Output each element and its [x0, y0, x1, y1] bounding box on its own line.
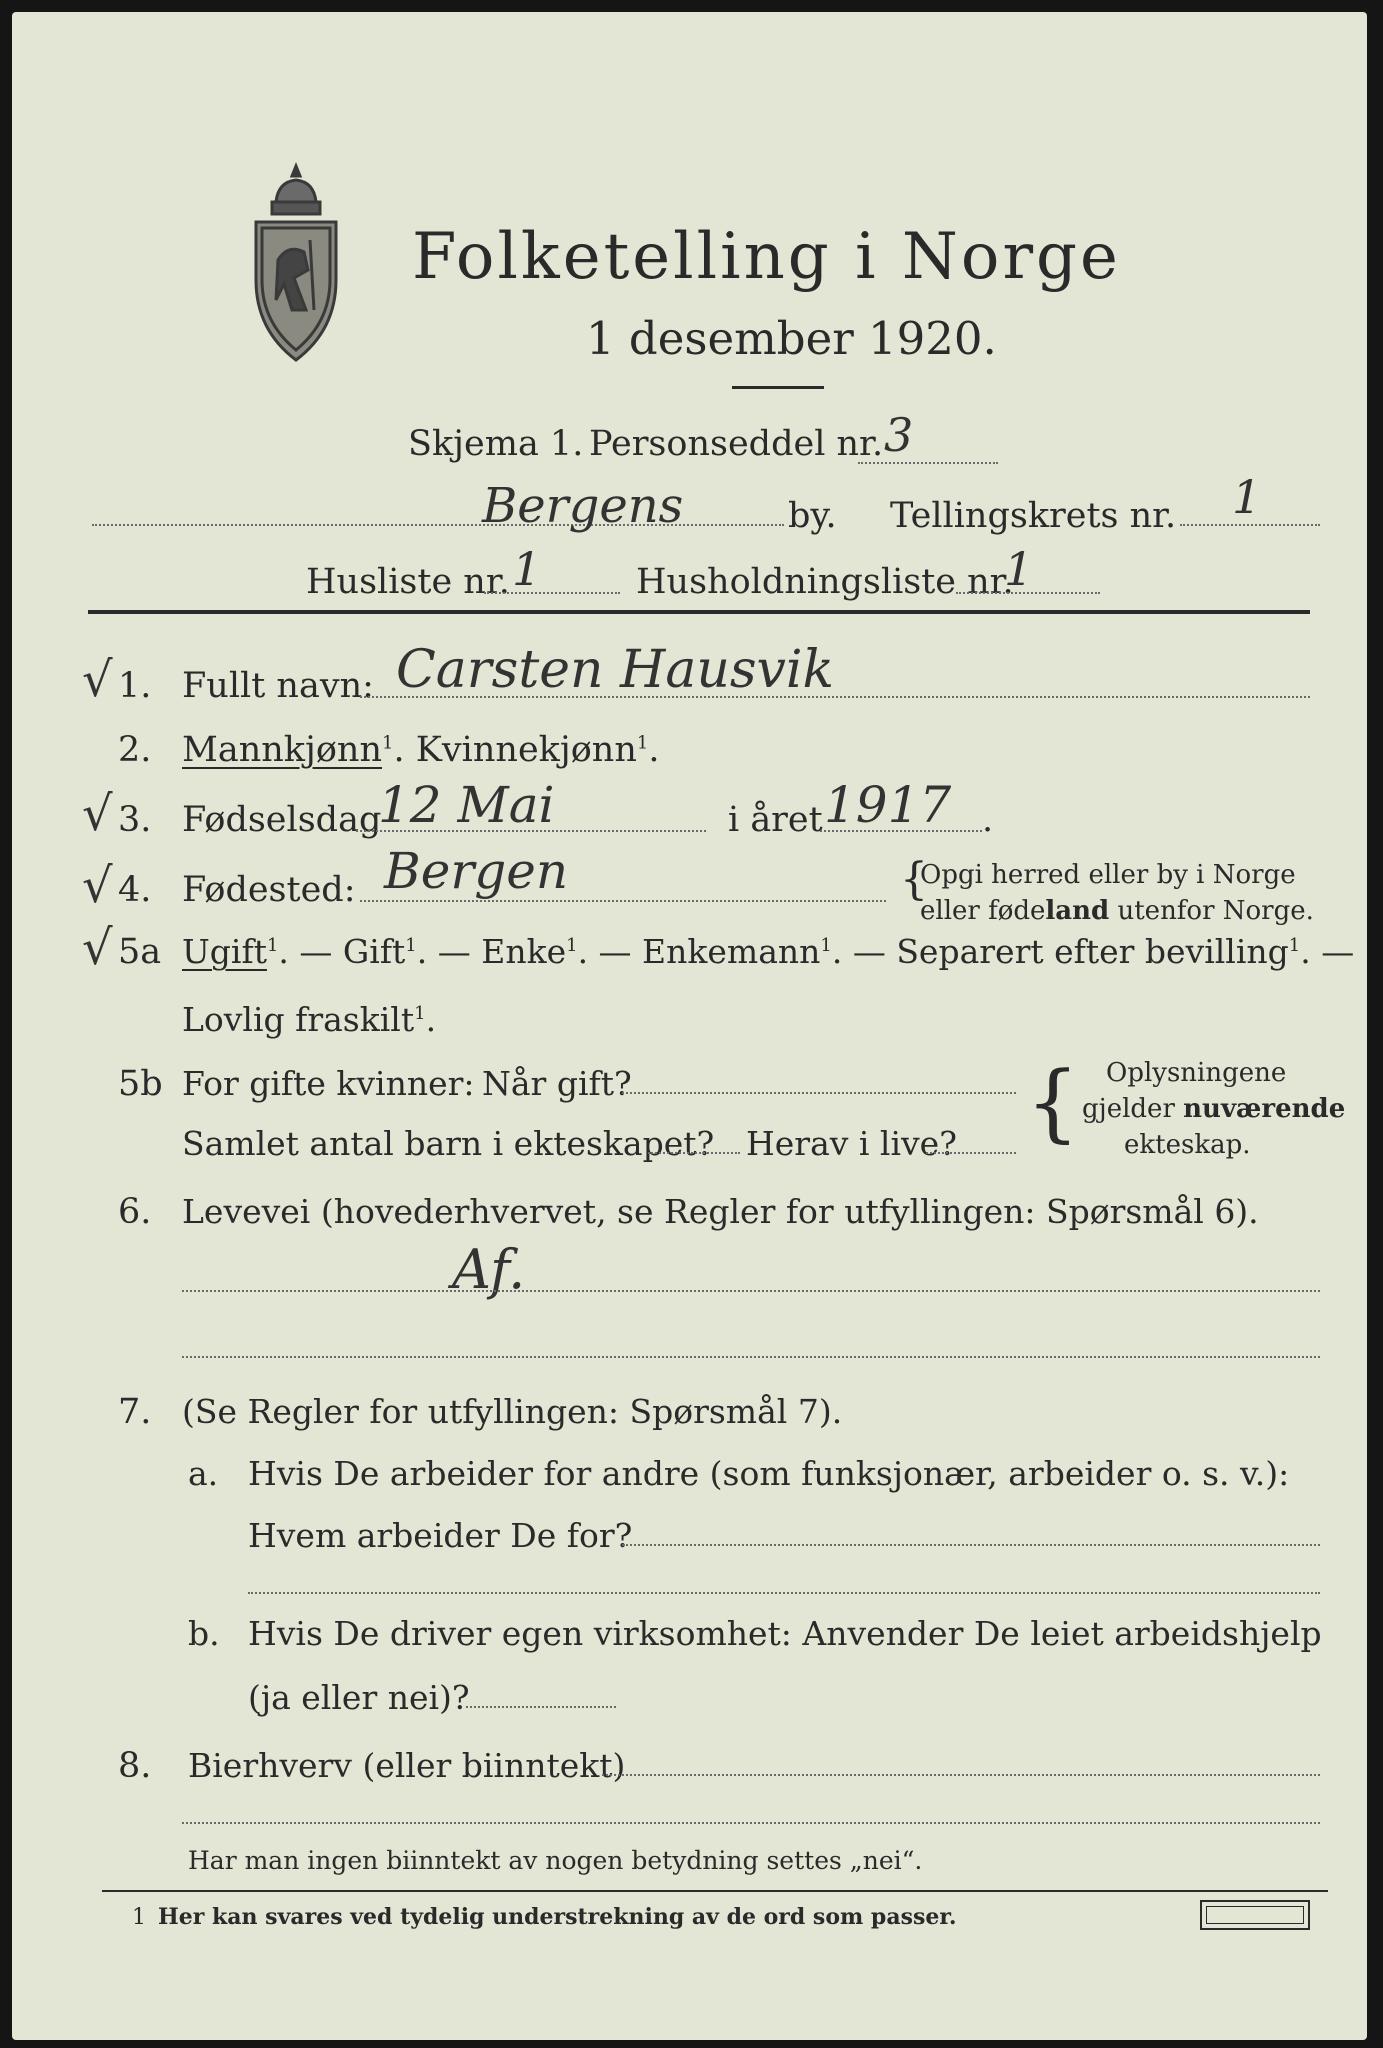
brace-icon: { — [900, 854, 928, 905]
period: . — [982, 800, 994, 840]
marital-options: Ugift$^1$. — Gift$^1$. — Enke$^1$. — Enkemann$^1$. — Separert efter bevilling$^1$. — — [182, 932, 1355, 971]
q3-label: Fødselsdag — [182, 800, 382, 840]
q1-number: 1. — [118, 666, 152, 706]
q7a-question: Hvem arbeider De for? — [248, 1516, 633, 1555]
q1-label: Fullt navn: — [182, 666, 374, 706]
printer-stamp-icon — [1200, 1900, 1310, 1930]
alive-line — [926, 1152, 1016, 1154]
brace-icon: { — [1026, 1053, 1080, 1151]
census-date: 1 desember 1920. — [586, 312, 997, 365]
occupation-line-1 — [182, 1290, 1320, 1292]
q4-number: 4. — [118, 870, 152, 910]
separert-option[interactable]: Separert efter bevilling — [896, 932, 1289, 971]
footnote: 1 Her kan svares ved tydelig understrekning av de ord som passer. — [132, 1904, 957, 1930]
q4-label: Fødested: — [182, 870, 356, 910]
naar-gift-line — [622, 1092, 1016, 1094]
title-divider — [732, 386, 824, 389]
footnote-ref: 1 — [382, 732, 394, 754]
q8-label: Bierhverv (eller biinntekt) — [188, 1746, 626, 1785]
q7a-letter: a. — [188, 1454, 219, 1493]
ugift-option[interactable]: Ugift — [182, 932, 267, 971]
q2-number: 2. — [118, 730, 152, 770]
year-label: i året — [728, 800, 823, 840]
hired-help-line — [466, 1706, 616, 1708]
q3-number: 3. — [118, 800, 152, 840]
q5a-number: 5a — [118, 932, 162, 972]
q6-number: 6. — [118, 1192, 152, 1232]
city-value[interactable]: Bergens — [482, 478, 684, 534]
marriage-note-3: ekteskap. — [1124, 1130, 1251, 1160]
separator: . — [393, 730, 405, 770]
husliste-line — [484, 592, 620, 594]
alive-label: Herav i live? — [746, 1124, 957, 1163]
birth-year-value[interactable]: 1917 — [824, 776, 952, 834]
tellingskrets-line — [1180, 524, 1320, 526]
secondary-income-line-2 — [182, 1822, 1320, 1824]
birthplace-note-1: Opgi herred eller by i Norge — [920, 860, 1296, 890]
separator: . — [648, 730, 660, 770]
header-rule — [88, 610, 1310, 614]
footnote-ref: 1 — [636, 732, 649, 754]
marriage-note-2: gjelder nuværende — [1082, 1094, 1346, 1124]
husliste-value[interactable]: 1 — [512, 542, 542, 596]
children-line — [648, 1152, 740, 1154]
marriage-note-1: Oplysningene — [1106, 1058, 1287, 1088]
check-mark: √ — [82, 858, 113, 914]
birthplace-value[interactable]: Bergen — [384, 842, 569, 900]
children-label: Samlet antal barn i ekteskapet? — [182, 1124, 715, 1163]
q7b-question: (ja eller nei)? — [248, 1678, 470, 1717]
husholdning-label: Husholdningsliste nr. — [636, 562, 1014, 602]
personseddel-value[interactable]: 3 — [884, 408, 914, 462]
gift-option[interactable]: Gift — [342, 932, 406, 971]
check-mark: √ — [82, 920, 113, 976]
employer-line-2 — [248, 1592, 1320, 1594]
tellingskrets-label: Tellingskrets nr. — [890, 496, 1177, 536]
birthday-value[interactable]: 12 Mai — [378, 776, 555, 834]
q7b-text: Hvis De driver egen virksomhet: Anvender De leiet arbeidshjelp — [248, 1614, 1322, 1653]
personseddel-line — [858, 462, 998, 464]
personseddel-label: Personseddel nr. — [589, 424, 884, 464]
birthplace-note-2: eller fødeland utenfor Norge. — [920, 896, 1314, 926]
tellingskrets-value[interactable]: 1 — [1232, 470, 1262, 524]
male-option[interactable]: Mannkjønn — [182, 730, 383, 770]
full-name-value[interactable]: Carsten Hausvik — [396, 640, 835, 700]
q8-number: 8. — [118, 1746, 152, 1786]
form-title: Folketelling i Norge — [412, 220, 1121, 294]
footnote-rule — [102, 1890, 1328, 1892]
female-option[interactable]: Kvinnekjønn — [415, 730, 637, 770]
enkemann-option[interactable]: Enkemann — [642, 932, 821, 971]
q7-label: (Se Regler for utfyllingen: Spørsmål 7). — [182, 1392, 843, 1431]
q7a-text: Hvis De arbeider for andre (som funksjonær, arbeider o. s. v.): — [248, 1454, 1290, 1493]
employer-line — [622, 1544, 1320, 1546]
husliste-label: Husliste nr. — [306, 562, 510, 602]
q7b-letter: b. — [188, 1614, 220, 1653]
occupation-line-2 — [182, 1356, 1320, 1358]
q6-label: Levevei (hovederhvervet, se Regler for utfyllingen: Spørsmål 6). — [182, 1192, 1259, 1231]
birthplace-line — [360, 900, 886, 902]
lovlig-fraskilt-option[interactable]: Lovlig fraskilt$^1$. — [182, 1000, 437, 1039]
q5b-number: 5b — [118, 1064, 163, 1104]
q7-number: 7. — [118, 1392, 152, 1432]
occupation-value[interactable]: Af. — [452, 1238, 526, 1301]
coat-of-arms-icon — [248, 160, 344, 364]
husholdning-value[interactable]: 1 — [1004, 542, 1034, 596]
sex-options — [182, 730, 659, 770]
secondary-income-line — [602, 1774, 1320, 1776]
q5b-label: For gifte kvinner: — [182, 1064, 475, 1103]
skjema-label: Skjema 1. — [408, 424, 584, 464]
enke-option[interactable]: Enke — [481, 932, 567, 971]
by-label: by. — [788, 496, 837, 536]
check-mark: √ — [82, 652, 113, 708]
check-mark: √ — [82, 786, 113, 842]
biinntekt-note: Har man ingen biinntekt av nogen betydning settes „nei“. — [188, 1846, 923, 1875]
census-form — [12, 12, 1367, 2040]
naar-gift-label: Når gift? — [482, 1064, 632, 1103]
